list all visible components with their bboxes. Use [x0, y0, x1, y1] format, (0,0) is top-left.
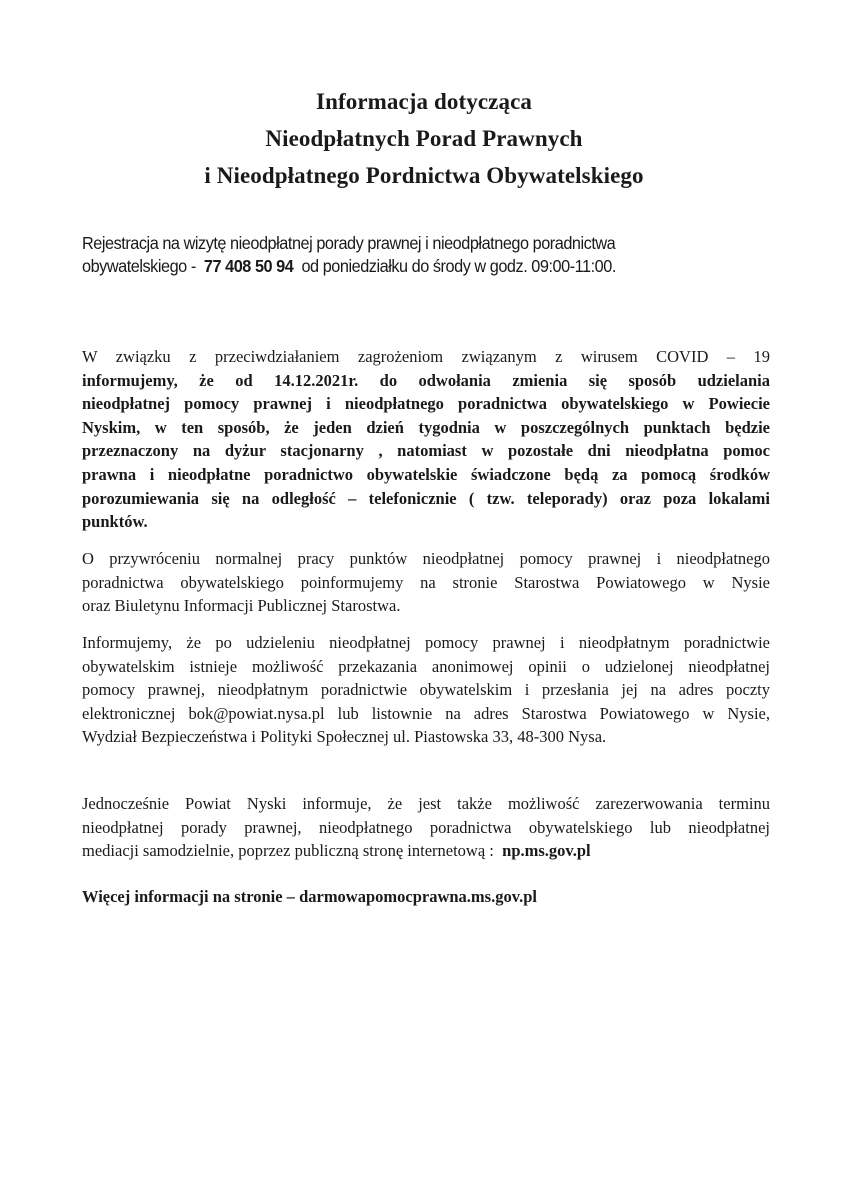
feedback-line-3: pomocy prawnej, nieodpłatnym poradnictwie obywatelskim i przesłania jej na adres poczty [82, 680, 770, 700]
reservation-notice [82, 792, 770, 863]
covid-bold-line-2: nieodpłatnej pomocy prawnej i nieodpłatnego poradnictwa obywatelskiego w Powiecie [82, 394, 770, 414]
title-line-3: i Nieodpłatnego Pordnictwa Obywatelskiego [204, 163, 644, 188]
reservation-last-text: mediacji samodzielnie, poprzez publiczną stronę internetową : [82, 841, 503, 861]
darmowapomocprawna-link[interactable]: darmowapomocprawna.ms.gov.pl [299, 887, 537, 906]
covid-bold-line-3: Nyskim, w ten sposób, że jeden dzień tygodnia w poszczególnych punktach będzie [82, 417, 770, 437]
registration-info [82, 232, 770, 278]
feedback-last: Wydział Bezpieczeństwa i Polityki Społecznej ul. Piastowska 33, 48-300 Nysa. [82, 727, 607, 747]
reservation-line-1: Jednocześnie Powiat Nyski informuje, że jest także możliwość zarezerwowania terminu [82, 794, 770, 813]
registration-line-2-after: od poniedziałku do środy w godz. 09:00-11:00. [293, 256, 616, 276]
document-title [0, 83, 848, 194]
feedback-line-1: Informujemy, że po udzieleniu nieodpłatnej pomocy prawnej i nieodpłatnym poradnictwie [82, 633, 770, 652]
reservation-line-2: nieodpłatnej porady prawnej, nieodpłatnego poradnictwa obywatelskiego lub nieodpłatnej [82, 817, 770, 837]
covid-bold-last: punktów. [82, 512, 148, 532]
restore-last: oraz Biuletynu Informacji Publicznej Starostwa. [82, 596, 401, 616]
reservation-last [82, 839, 770, 863]
np-ms-gov-link[interactable]: np.ms.gov.pl [502, 841, 591, 861]
covid-bold-line-4: przeznaczony na dyżur stacjonarny , natomiast w pozostałe dni nieodpłatna pomoc [82, 441, 770, 461]
restore-line-2: poradnictwa obywatelskiego poinformujemy na stronie Starostwa Powiatowego w Nysie [82, 572, 770, 592]
covid-bold-line-5: prawna i nieodpłatne poradnictwo obywatelskie świadczone będą za pomocą środków [82, 464, 770, 484]
registration-line-2 [82, 255, 770, 278]
title-line-1: Informacja dotycząca [316, 89, 532, 114]
feedback-line-4: elektronicznej bok@powiat.nysa.pl lub listownie na adres Starostwa Powiatowego w Nysie, [82, 703, 770, 723]
covid-bold-line-6: porozumiewania się na odległość – telefonicznie ( tzw. teleporady) oraz poza lokalami [82, 488, 770, 508]
registration-line-1: Rejestracja na wizytę nieodpłatnej porady prawnej i nieodpłatnego poradnictwa [82, 233, 616, 253]
covid-bold-line-1: informujemy, że od 14.12.2021r. do odwołania zmienia się sposób udzielania [82, 370, 770, 390]
phone-number: 77 408 50 94 [203, 256, 294, 276]
restore-line-1: O przywróceniu normalnej pracy punktów nieodpłatnej pomocy prawnej i nieodpłatnego [82, 549, 770, 568]
covid-notice [82, 345, 770, 534]
restore-notice [82, 547, 770, 618]
registration-line-2-before: obywatelskiego - [82, 256, 204, 276]
feedback-line-2: obywatelskim istnieje możliwość przekazania anonimowej opinii o udzielonej nieodpłatnej [82, 656, 770, 676]
title-line-2: Nieodpłatnych Porad Prawnych [265, 126, 583, 151]
feedback-notice [82, 631, 770, 749]
more-info-label: Więcej informacji na stronie – [82, 887, 300, 906]
more-info [82, 885, 537, 908]
covid-intro: W związku z przeciwdziałaniem zagrożeniom związanym z wirusem COVID – 19 [82, 347, 770, 366]
